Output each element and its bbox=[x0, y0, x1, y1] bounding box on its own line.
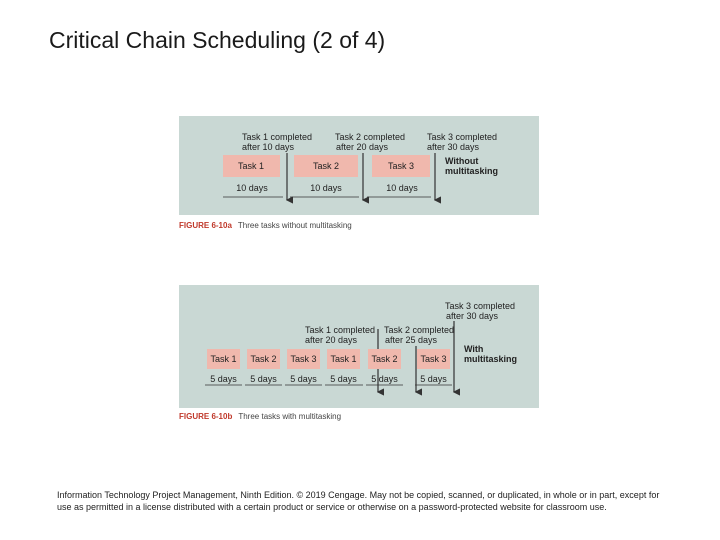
duration-label-3: 10 days bbox=[386, 183, 418, 193]
b-task-label-4: Task 1 bbox=[330, 354, 357, 364]
figure-without-multitasking bbox=[179, 116, 539, 215]
b-duration-label-2: 5 days bbox=[250, 374, 277, 384]
b-task-label-5: Task 2 bbox=[371, 354, 398, 364]
task-label-3: Task 3 bbox=[387, 161, 415, 171]
slide-title: Critical Chain Scheduling (2 of 4) bbox=[49, 27, 386, 53]
task-label-2: Task 2 bbox=[312, 161, 340, 171]
copyright-footer: Information Technology Project Management, Ninth Edition. © 2019 Cengage. May not be copied, scanned, or duplicated, in whole or in part, except for use as permitted in a license distributed with a certain product or service or otherwise on a password-protected website for classroom use. bbox=[57, 490, 660, 512]
b-task-label-6: Task 3 bbox=[420, 354, 447, 364]
b-milestone-2-line-1: Task 2 completed bbox=[383, 325, 455, 335]
caption-a-text: Three tasks without multitasking bbox=[237, 221, 352, 230]
milestone-3-line-2: after 30 days bbox=[426, 142, 480, 152]
caption-figure-a bbox=[179, 221, 352, 230]
milestone-1-line-2: after 10 days bbox=[241, 142, 295, 152]
milestone-1-line-1: Task 1 completed bbox=[241, 132, 313, 142]
task-label-1: Task 1 bbox=[237, 161, 265, 171]
b-task-label-2: Task 2 bbox=[250, 354, 277, 364]
milestone-3-line-1: Task 3 completed bbox=[426, 132, 498, 142]
duration-label-2: 10 days bbox=[310, 183, 342, 193]
caption-b-number: FIGURE 6-10b bbox=[179, 412, 233, 421]
b-milestone-1-line-1: Task 1 completed bbox=[304, 325, 376, 335]
caption-figure-b bbox=[179, 412, 341, 421]
b-duration-label-6: 5 days bbox=[420, 374, 447, 384]
diagram-without-multitasking bbox=[179, 116, 539, 215]
b-milestone-3-line-2: after 30 days bbox=[445, 311, 499, 321]
milestone-2-line-2: after 20 days bbox=[335, 142, 389, 152]
b-duration-label-5: 5 days bbox=[371, 374, 398, 384]
b-milestone-1-line-2: after 20 days bbox=[304, 335, 358, 345]
b-duration-label-3: 5 days bbox=[290, 374, 317, 384]
caption-b-text: Three tasks with multitasking bbox=[238, 412, 342, 421]
figure-with-multitasking bbox=[179, 285, 539, 408]
b-milestone-2-line-2: after 25 days bbox=[384, 335, 438, 345]
b-task-label-1: Task 1 bbox=[210, 354, 237, 364]
b-side-label-line-2: multitasking bbox=[464, 354, 518, 364]
duration-label-1: 10 days bbox=[236, 183, 268, 193]
b-duration-label-1: 5 days bbox=[210, 374, 237, 384]
b-task-label-3: Task 3 bbox=[290, 354, 317, 364]
caption-a-number: FIGURE 6-10a bbox=[179, 221, 232, 230]
side-label-line-2: multitasking bbox=[445, 166, 499, 176]
side-label-line-1: Without bbox=[445, 156, 479, 166]
diagram-with-multitasking bbox=[179, 285, 539, 408]
b-side-label-line-1: With bbox=[464, 344, 484, 354]
b-milestone-3-line-1: Task 3 completed bbox=[444, 301, 516, 311]
b-duration-label-4: 5 days bbox=[330, 374, 357, 384]
milestone-2-line-1: Task 2 completed bbox=[334, 132, 406, 142]
